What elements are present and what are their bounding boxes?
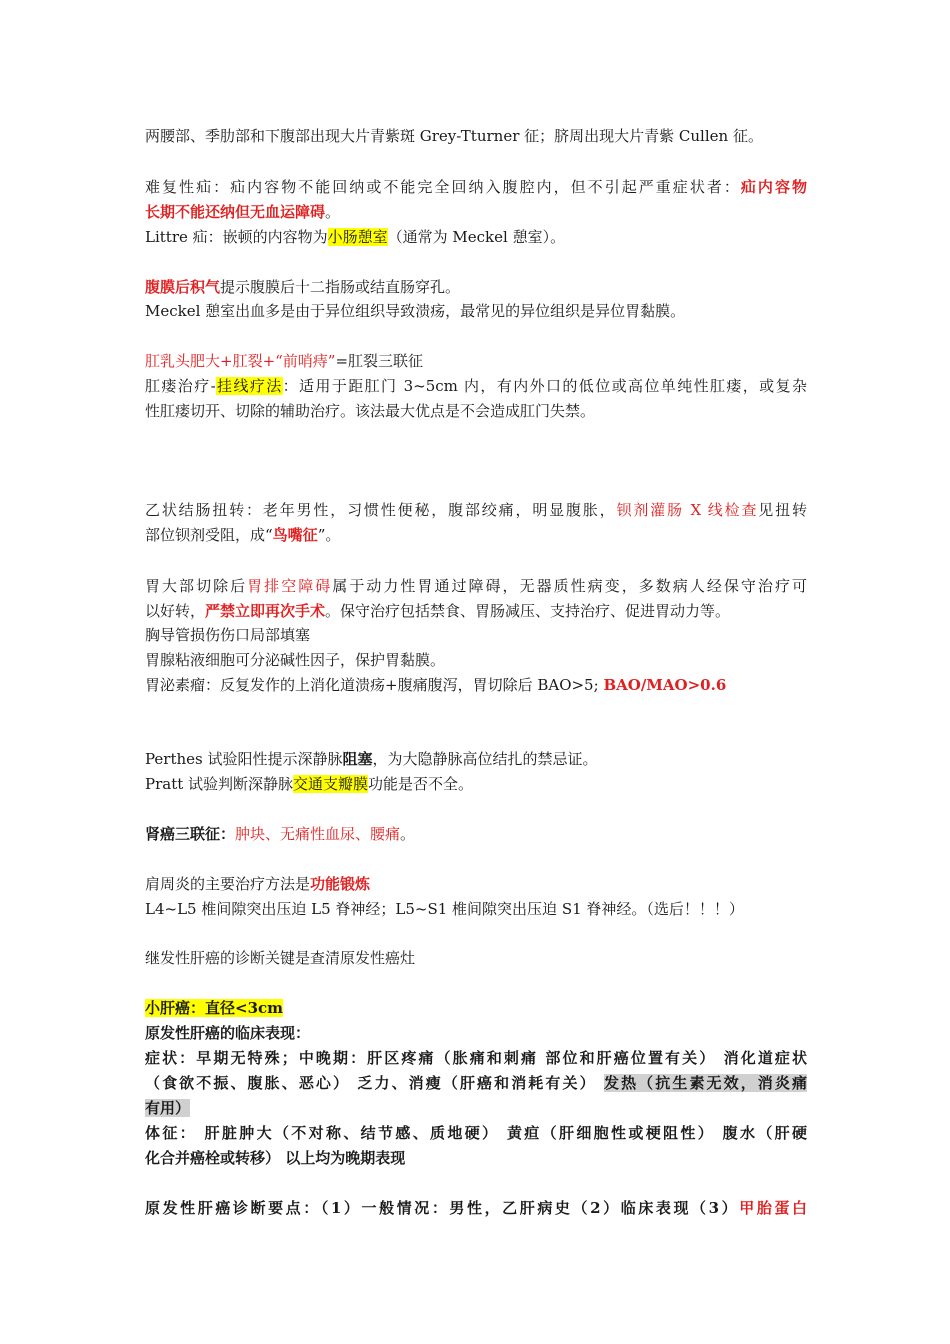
text: 胸导管损伤伤口局部填塞 [145,626,311,644]
text: 以好转， [145,602,206,620]
text-line [145,747,807,772]
shaded-text: 发热（抗生素无效，消炎痛 [603,1074,807,1092]
text: 部位钡剂受阻，成“ [145,526,273,544]
text: 胃泌素瘤：反复发作的上消化道溃疡+腹痛腹泻，胃切除后 BAO>5; [145,676,604,694]
text: 继发性肝癌的诊断关键是查清原发性癌灶 [145,949,416,967]
text-line [145,897,807,922]
text: ：适用于距肛门 3~5cm 内，有内外口的低位或高位单纯性肛瘘，或复杂 [282,377,807,395]
shaded-text: 有用） [145,1099,191,1117]
text: 。 [325,203,341,221]
text: 提示腹膜后十二指肠或结直肠穿孔。 [220,278,461,296]
text: 两腰部、季肋部和下腹部出现大片青紫斑 Grey-Tturner 征；脐周出现大片青紫 Cullen 征。 [145,127,763,145]
text-line [145,399,807,424]
text: 性肛瘘切开、切除的辅助治疗。该法最大优点是不会造成肛门失禁。 [145,402,596,420]
text-line [145,673,807,698]
text-line [145,349,807,374]
text-line [145,1096,807,1121]
bold-text: （食欲不振、腹胀、恶心） 乏力、消瘦（肝癌和消耗有关） [145,1074,604,1092]
text: 肛瘘治疗- [145,377,216,395]
text-line [145,872,807,897]
bold-text: 症状：早期无特殊；中晚期：肝区疼痛（胀痛和刺痛 部位和肝癌位置有关） 消化道症状 [145,1049,807,1067]
text-line [145,1071,807,1096]
text: Meckel 憩室出血多是由于异位组织导致溃疡，最常见的异位组织是异位胃黏膜。 [145,302,686,320]
bold-text: 阻塞 [342,750,373,768]
emphasis-text: 腹膜后积气 [145,278,221,296]
text-line [145,299,807,324]
text-line [145,648,807,673]
text-line [145,175,807,200]
text: =肛裂三联征 [335,352,424,370]
text: Perthes 试验阳性提示深静脉 [145,750,343,768]
text: 属于动力性胃通过障碍，无器质性病变，多数病人经保守治疗可 [332,577,807,595]
emphasis-text: 鸟嘴征 [272,526,318,544]
text: 胃大部切除后 [145,577,248,595]
emphasis-text: 长期不能还纳但无血运障碍 [145,203,326,221]
text-line [145,996,807,1021]
text-line [145,275,807,300]
bold-text: 化合并癌栓或转移） 以上均为晚期表现 [145,1149,406,1167]
text-line [145,124,807,149]
bold-text: 原发性肝癌的临床表现： [145,1024,311,1042]
text: 胃腺粘液细胞可分泌碱性因子，保护胃黏膜。 [145,651,446,669]
text: 肩周炎的主要治疗方法是 [145,875,311,893]
bold-text: 原发性肝癌诊断要点：（1）一般情况：男性，乙肝病史（2）临床表现（3） [145,1199,740,1217]
highlighted-text: 小肠憩室 [327,228,388,246]
text-line [145,374,807,399]
text-line [145,772,807,797]
text-line [145,1146,807,1171]
text: （通常为 Meckel 憩室）。 [387,228,566,246]
text: ，为大隐静脉高位结扎的禁忌证。 [372,750,598,768]
highlighted-text: 交通支瓣膜 [293,775,369,793]
text-line [145,822,807,847]
text: 乙状结肠扭转：老年男性，习惯性便秘，腹部绞痛，明显腹胀， [145,501,617,519]
text-line [145,599,807,624]
emphasis-text: 疝内容物 [740,178,807,196]
bold-text: 体征： 肝脏肿大（不对称、结节感、质地硬） 黄疸（肝细胞性或梗阻性） 腹水（肝硬 [145,1124,807,1142]
red-text: 肿块、无痛性血尿、腰痛 [235,825,401,843]
text-line [145,623,807,648]
text-line [145,946,807,971]
text-line [145,498,807,523]
text: ”。 [317,526,341,544]
text: Pratt 试验判断深静脉 [145,775,294,793]
emphasis-text: 甲胎蛋白 [739,1199,807,1217]
emphasis-text: 功能锻炼 [310,875,371,893]
text: 难复性疝：疝内容物不能回纳或不能完全回纳入腹腔内，但不引起严重症状者： [145,178,741,196]
red-text: 肛乳头肥大+肛裂+“前哨痔” [145,352,336,370]
highlighted-text: 小肝癌：直径<3cm [145,999,284,1017]
text-line [145,1021,807,1046]
text: 见扭转 [758,501,807,519]
text-line [145,1046,807,1071]
emphasis-text: 严禁立即再次手术 [205,602,326,620]
highlighted-text: 挂线疗法 [215,377,283,395]
text-line [145,1121,807,1146]
red-text: 胃排空障碍 [247,577,333,595]
text: 功能是否不全。 [368,775,474,793]
text-line [145,523,807,548]
bold-text: 肾癌三联征： [145,825,236,843]
text-line [145,574,807,599]
text-line [145,225,807,250]
red-text: 钡剂灌肠 X 线检查 [616,501,759,519]
text-line [145,200,807,225]
text: 。保守治疗包括禁食、胃肠减压、支持治疗、促进胃动力等。 [325,602,731,620]
emphasis-text: BAO/MAO>0.6 [603,676,727,694]
text-line [145,1196,807,1221]
text: L4~L5 椎间隙突出压迫 L5 脊神经；L5~S1 椎间隙突出压迫 S1 脊神经。（选后！！！） [145,900,744,918]
text: Littre 疝：嵌顿的内容物为 [145,228,328,246]
text: 。 [400,825,416,843]
